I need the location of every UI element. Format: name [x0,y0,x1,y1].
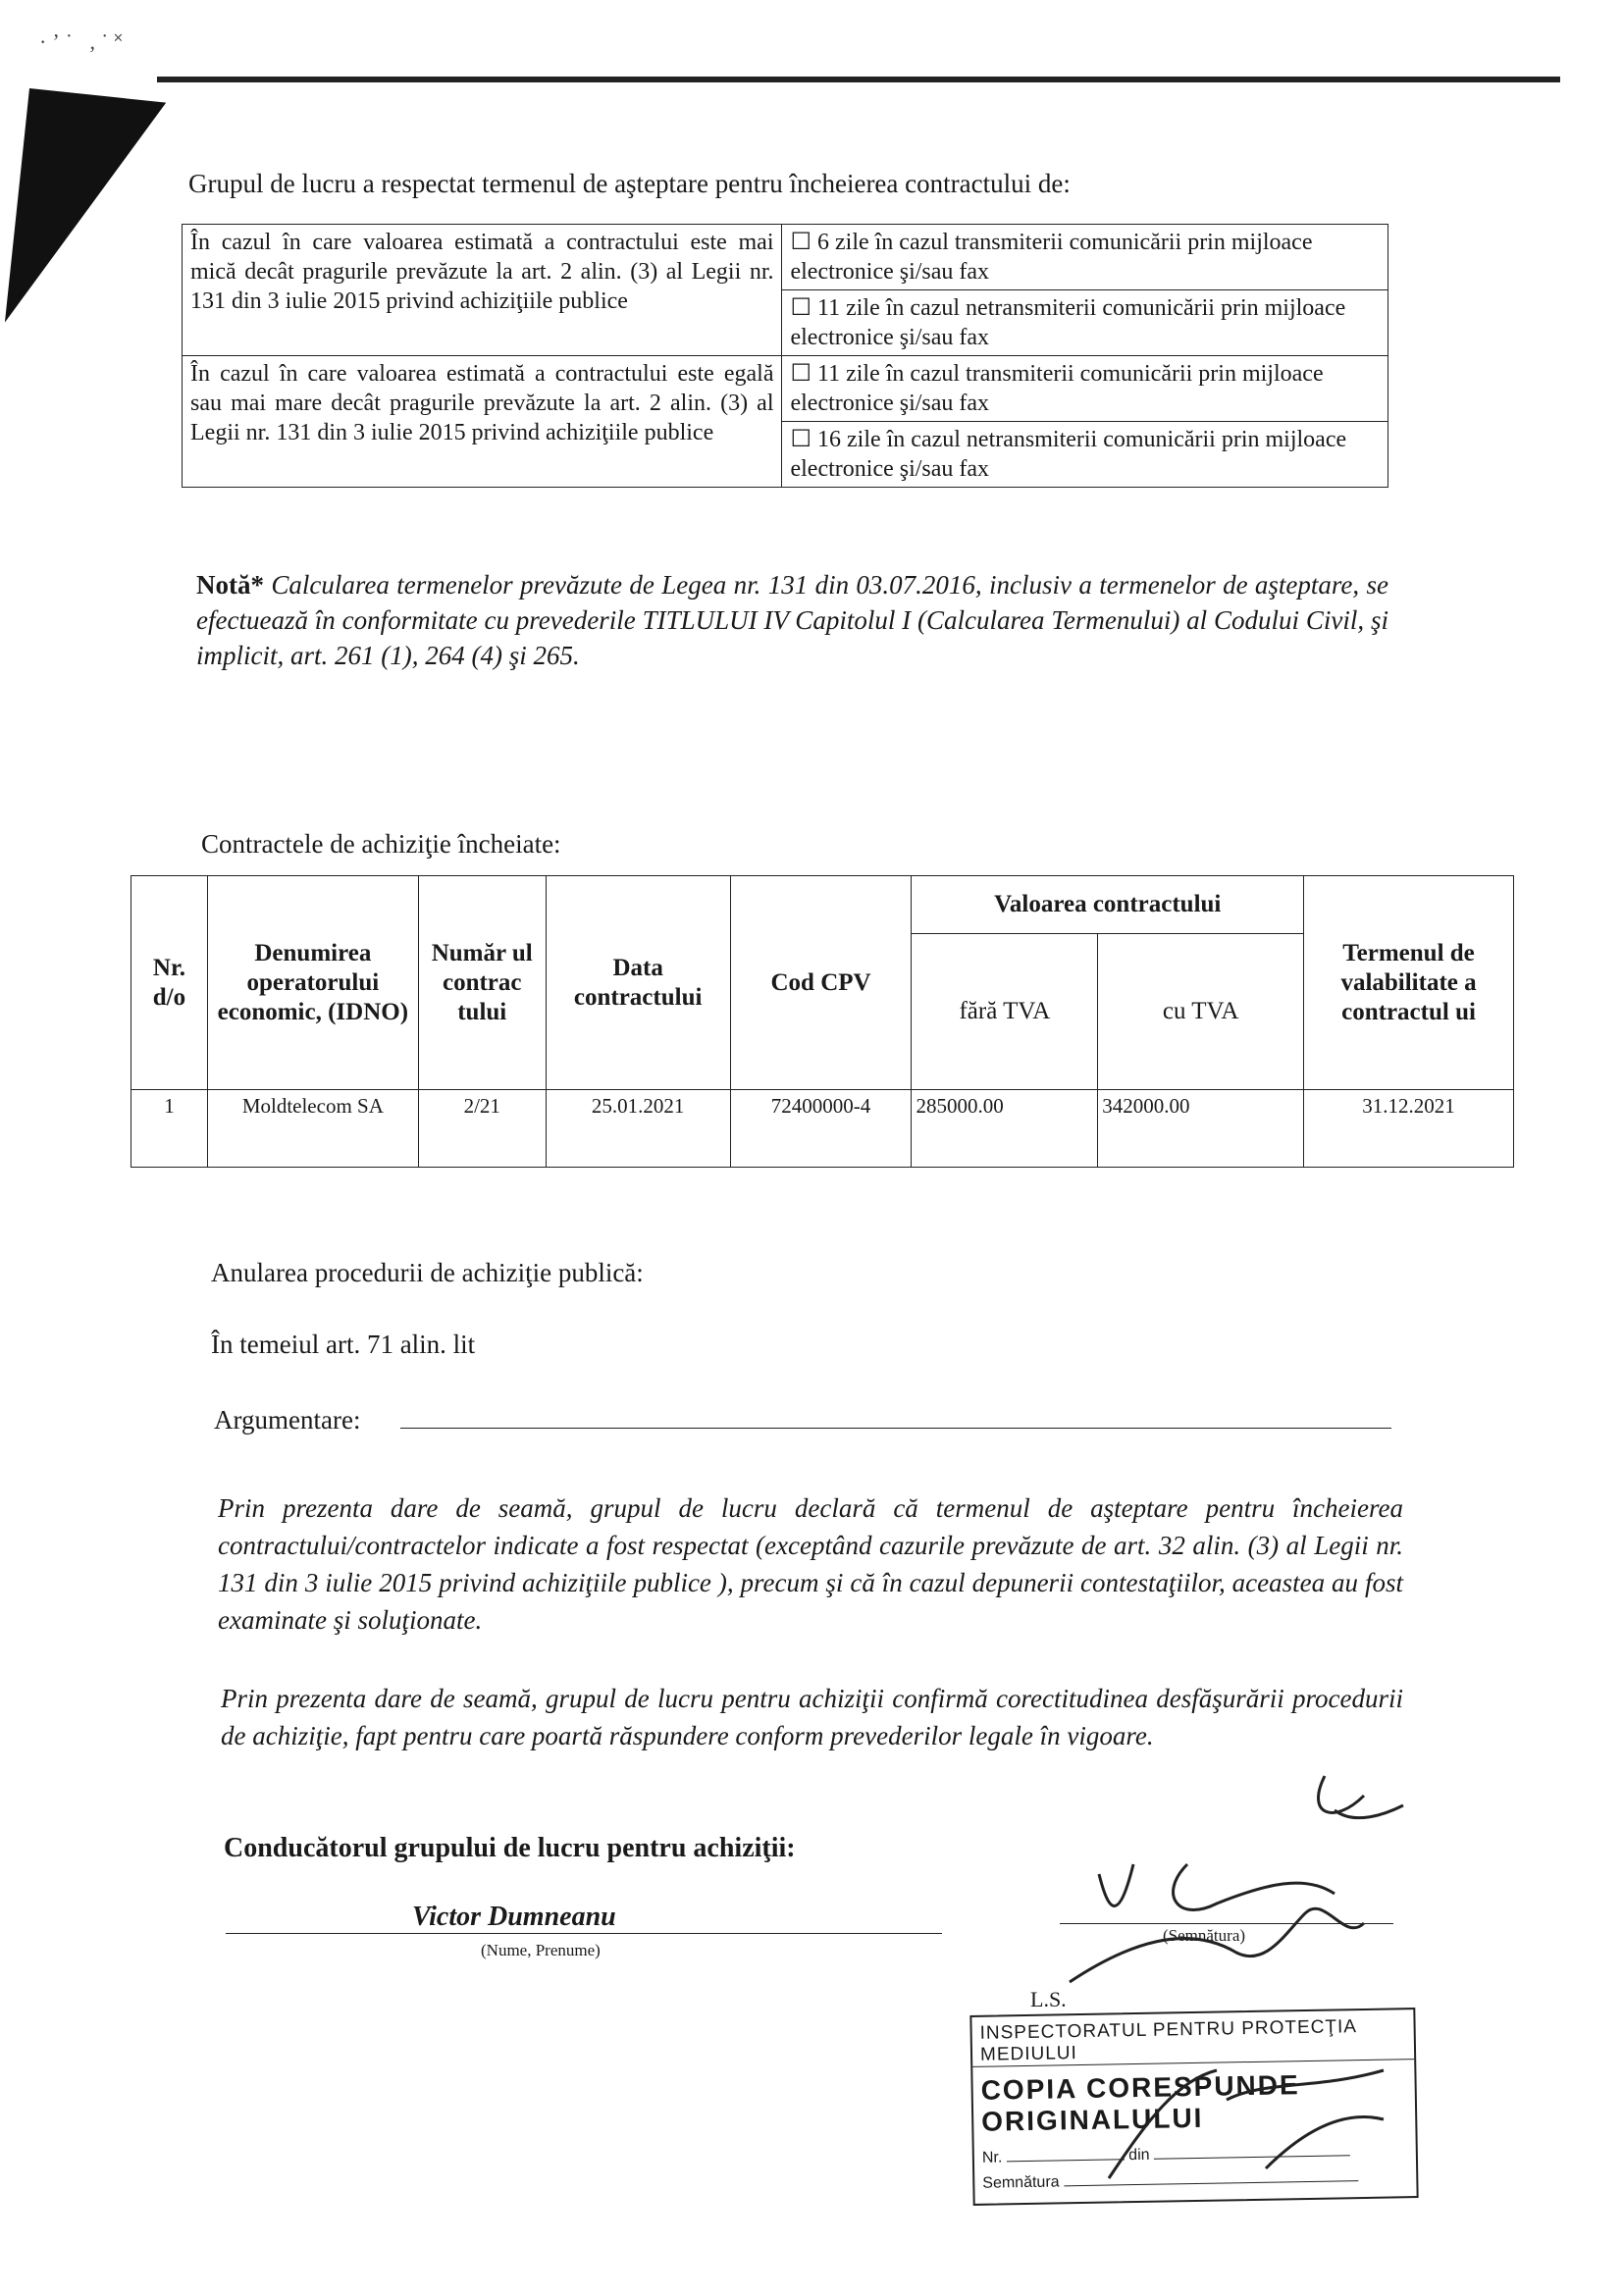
wait-condition-higher: În cazul în care valoarea estimată a contractului este egală sau mai mare decât pragurile prevăzute la art. 2 alin. (3) al Legii nr. 131 din 3 iulie 2015 privind achiziţiile publice [183,356,782,488]
scan-mark: ·ʼ˙ ,˙˟ [39,29,129,54]
header-value-with-vat: cu TVA [1098,934,1304,1090]
name-caption: (Nume, Prenume) [481,1941,601,1959]
declaration-waiting: Prin prezenta dare de seamă, grupul de lucru declară că termenul de aşteptare pentru încheierea contractului/contractelor indicate a fost respectat (exceptând cazurile prevăzute de art. 32 alin. (3) al Legii nr. 131 din 3 iulie 2015 privind achiziţiile publice ), precum şi că în cazul depunerii contestaţiilor, aceastea au fost examinate şi soluţionate. [218,1493,1403,1635]
wait-option-11-days-no-transmit: ☐ 11 zile în cazul netransmiterii comunicării prin mijloace electronice şi/sau fax [782,290,1388,356]
signatory-name: Victor Dumneanu [412,1902,616,1932]
header-validity: Termenul de valabilitate a contractul ui [1304,876,1514,1090]
stamp-din-label: din [1128,2146,1150,2165]
note-text: Calcularea termenelor prevăzute de Legea nr. 131 din 03.07.2016, inclusiv a termenelor de aşteptare, se efectuează în conformitate cu prevederile TITLULUI IV Capitolul I (Calcularea Termenului) al Codului Civil, şi implicit, art. 261 (1), 264 (4) şi 265. [196,570,1389,670]
stamp-nr-label: Nr. [981,2149,1003,2166]
contracts-table [131,875,1514,1168]
wait-row-lower [183,225,1388,290]
note-paragraph [196,567,1388,673]
stamp-certification: COPIA CORESPUNDE ORIGINALULUI [980,2069,1300,2137]
contracts-title: Contractele de achiziţie încheiate: [201,829,561,859]
header-cpv: Cod CPV [730,876,912,1090]
stamp-sign-label: Semnătura [982,2173,1060,2192]
stamp-handwriting [1089,2041,1403,2188]
waiting-period-table [182,224,1388,488]
cell-value-with-vat: 342000.00 [1098,1090,1304,1168]
signature-caption: (Semnătura) [1163,1926,1246,1945]
wait-condition-lower: În cazul în care valoarea estimată a contractului este mai mică decât pragurile prevăzute la art. 2 alin. (3) al Legii nr. 131 din 3 iulie 2015 privind achiziţiile publice [183,225,782,356]
wait-option-6-days: ☐ 6 zile în cazul transmiterii comunicării prin mijloace electronice şi/sau fax [782,225,1388,290]
header-contract-date: Data contractului [546,876,730,1090]
header-nr: Nr. d/o [131,876,208,1090]
header-value-no-vat: fără TVA [912,934,1098,1090]
header-operator: Denumirea operatorului economic, (IDNO) [207,876,418,1090]
cell-nr: 1 [131,1090,208,1168]
declaration-correctness: Prin prezenta dare de seamă, grupul de lucru pentru achiziţii confirmă corectitudinea desfăşurării procedurii de achiziţie, fapt pentru care poartă răspundere conform prevederilor legale în vigoare. [221,1684,1403,1750]
header-contract-number: Număr ul contrac tului [418,876,546,1090]
table-row [131,1090,1514,1168]
signature-role: Conducătorul grupului de lucru pentru achiziţii: [224,1833,796,1863]
cancellation-title: Anularea procedurii de achiziţie publică: [211,1258,644,1287]
scan-top-border [157,77,1560,82]
wait-option-11-days: ☐ 11 zile în cazul transmiterii comunicării prin mijloace electronice şi/sau fax [782,356,1388,422]
cell-value-no-vat: 285000.00 [912,1090,1098,1168]
wait-intro: Grupul de lucru a respectat termenul de aşteptare pentru încheierea contractului de: [188,169,1071,198]
wait-row-higher [183,356,1388,422]
note-label: Notă* [196,570,264,600]
cell-contract-number: 2/21 [418,1090,546,1168]
ls-mark: L.S. [1030,1987,1067,2011]
argument-label: Argumentare: [214,1405,361,1435]
cell-operator: Moldtelecom SA [207,1090,418,1168]
scan-corner-shadow [5,88,166,337]
cell-cpv: 72400000-4 [730,1090,912,1168]
header-contract-value: Valoarea contractului [912,876,1304,934]
stamp-authority: INSPECTORATUL PENTRU PROTECŢIA MEDIULUI [971,2009,1414,2067]
name-line [226,1933,942,1934]
cell-validity: 31.12.2021 [1304,1090,1514,1168]
cancellation-basis: În temeiul art. 71 alin. lit [211,1330,476,1359]
argument-line [400,1428,1391,1429]
handwritten-signature [1011,1756,1423,1992]
wait-option-16-days: ☐ 16 zile în cazul netransmiterii comunicării prin mijloace electronice şi/sau fax [782,422,1388,488]
cell-contract-date: 25.01.2021 [546,1090,730,1168]
